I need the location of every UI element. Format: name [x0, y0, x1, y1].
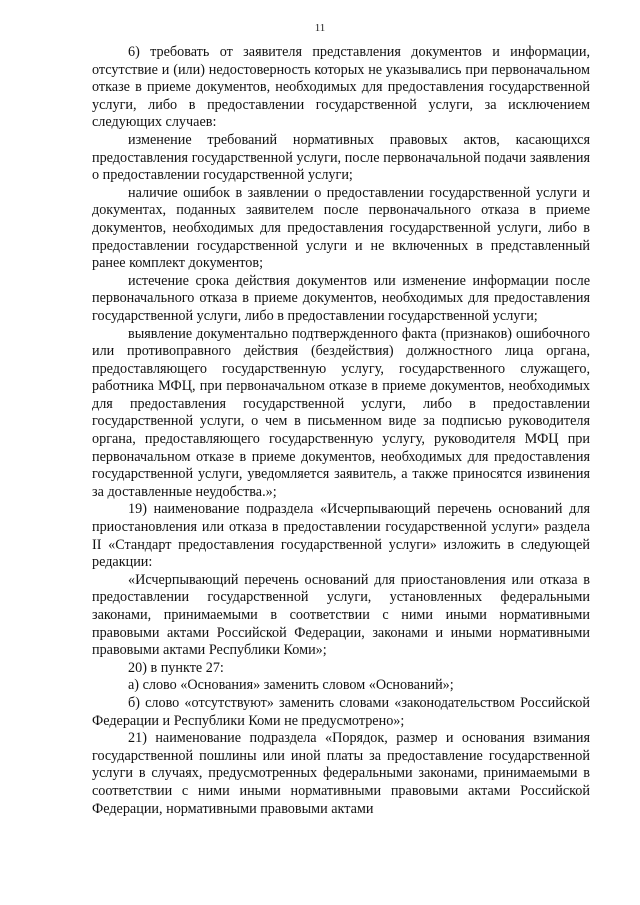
paragraph-exception-3: истечение срока действия документов или изменение информации после первоначального отказа в приеме документов, необходимых для предоставления государственной услуги, либо в предоставлении государственной услуги; — [92, 272, 590, 324]
paragraph-item-20b: б) слово «отсутствуют» заменить словами «законодательством Российской Федерации и Республики Коми не предусмотрено»; — [92, 694, 590, 729]
paragraph-item-6: 6) требовать от заявителя представления документов и информации, отсутствие и (или) недостоверность которых не указывались при первоначальном отказе в приеме документов, необходимых для предоставления государственной услуги, либо в предоставлении государственной услуги, за исключением следующих случаев: — [92, 44, 590, 131]
paragraph-new-heading: «Исчерпывающий перечень оснований для приостановления или отказа в предоставлении государственной услуги, установленных федеральными законами, принимаемыми в соответствии с ними иными нормативными правовыми актами Российской Федерации, законами и иными нормативными правовыми актами Республики Коми»; — [92, 571, 590, 659]
paragraph-item-21: 21) наименование подраздела «Порядок, размер и основания взимания государственной пошлины или иной платы за предоставление государственной услуги в случаях, предусмотренных федеральными законами, принимаемыми в соответствии с ними иными нормативными правовыми актами Российской Федерации, нормативными правовыми актами — [92, 730, 590, 817]
paragraph-item-19: 19) наименование подраздела «Исчерпывающий перечень оснований для приостановления или отказа в предоставлении государственной услуги» раздела II «Стандарт предоставления государственной услуги» изложить в следующей редакции: — [92, 501, 590, 571]
paragraph-exception-4: выявление документально подтвержденного факта (признаков) ошибочного или противоправного действия (бездействия) должностного лица органа, предоставляющего государственную услугу, государственного служащего, работника МФЦ, при первоначальном отказе в приеме документов, необходимых для предоставления государственной услуги, либо в предоставлении государственной услуги, о чем в письменном виде за подписью руководителя органа, предоставляющего государственную услугу, руководителя МФЦ при первоначальном отказе в приеме документов, необходимых для предоставления государственной услуги, уведомляется заявитель, а также приносятся извинения за доставленные неудобства.»; — [92, 325, 590, 500]
paragraph-item-20: 20) в пункте 27: — [128, 659, 224, 676]
paragraph-exception-1: изменение требований нормативных правовых актов, касающихся предоставления государственной услуги, после первоначальной подачи заявления о предоставлении государственной услуги; — [92, 131, 590, 184]
paragraph-exception-2: наличие ошибок в заявлении о предоставлении государственной услуги и документах, поданных заявителем после первоначального отказа в приеме документов, необходимых для предоставления государственной услуги, либо в предоставлении государственной услуги и не включенных в представленный ранее комплект документов; — [92, 184, 590, 272]
page-number: 11 — [314, 22, 326, 34]
document-body — [92, 44, 590, 818]
paragraph-item-20a: а) слово «Основания» заменить словом «Оснований»; — [128, 677, 454, 694]
